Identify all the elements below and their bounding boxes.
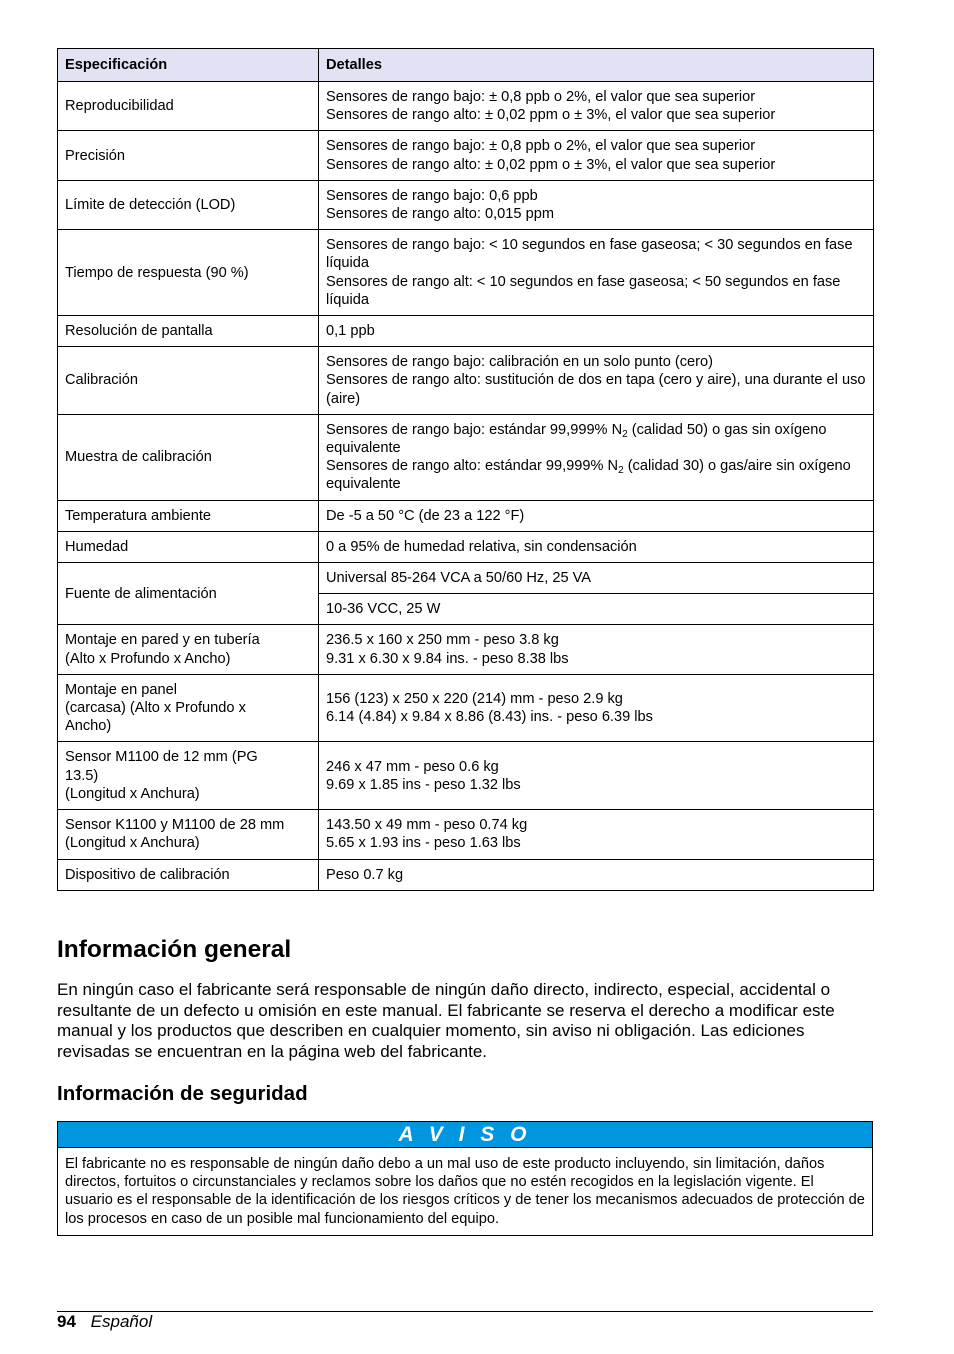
cell-line: Tiempo de respuesta (90 %) xyxy=(65,264,249,281)
details-cell xyxy=(319,82,874,131)
cell-line: (carcasa) (Alto x Profundo x xyxy=(65,700,246,717)
table-row xyxy=(58,180,874,229)
cell-line: 246 x 47 mm - peso 0.6 kg xyxy=(326,758,499,775)
details-cell xyxy=(319,594,874,625)
details-cell xyxy=(319,742,874,810)
subscript: 2 xyxy=(618,465,624,477)
details-cell xyxy=(319,316,874,347)
table-row xyxy=(58,859,874,890)
spec-cell xyxy=(58,82,319,131)
cell-line: Sensores de rango bajo: < 10 segundos en fase gaseosa; < 30 segundos en fase líquida xyxy=(326,237,853,272)
safety-info-heading: Información de seguridad xyxy=(57,1082,308,1105)
cell-line: (Alto x Profundo x Ancho) xyxy=(65,650,231,667)
table-row xyxy=(58,742,874,810)
cell-line: Sensores de rango bajo: estándar 99,999% $N_2$ (calidad 50) o gas sin oxígeno equivalente xyxy=(326,421,827,457)
table-row xyxy=(58,500,874,531)
spec-cell xyxy=(58,563,319,625)
cell-line: Montaje en pared y en tubería xyxy=(65,632,260,649)
cell-line: Sensores de rango alto: ± 0,02 ppm o ± 3%, el valor que sea superior xyxy=(326,156,776,173)
cell-line: 0 a 95% de humedad relativa, sin condensación xyxy=(326,538,637,555)
spec-cell xyxy=(58,230,319,316)
details-cell xyxy=(319,414,874,500)
notice-text: El fabricante no es responsable de ningún daño debo a un mal uso de este producto incluyendo, sin limitación, daños directos, fortuitos o circunstanciales y reclamos sobre los daños que no estén recogidos en la legislación vigente. El usuario es el responsable de la identificación de los riesgos críticos y de tener los mecanismos adecuados de protección de los procesos en caso de un posible mal funcionamiento del equipo. xyxy=(58,1147,872,1235)
details-cell xyxy=(319,563,874,594)
cell-line: Sensores de rango alto: estándar 99,999% $N_2$ (calidad 30) o gas/aire sin oxígeno equivalente xyxy=(326,458,851,493)
details-cell xyxy=(319,500,874,531)
cell-line: Fuente de alimentación xyxy=(65,585,217,602)
table-row xyxy=(58,230,874,316)
table-row xyxy=(58,563,874,594)
spec-cell xyxy=(58,810,319,859)
footer-language: Español xyxy=(90,1312,153,1331)
cell-line: 10-36 VCC, 25 W xyxy=(326,601,441,618)
table-row xyxy=(58,810,874,859)
table-body xyxy=(58,82,874,891)
cell-line: Universal 85-264 VCA a 50/60 Hz, 25 VA xyxy=(326,570,591,587)
header-details: Detalles xyxy=(319,49,874,82)
cell-line: 236.5 x 160 x 250 mm - peso 3.8 kg xyxy=(326,632,559,649)
cell-line: Montaje en panel xyxy=(65,681,177,698)
spec-cell xyxy=(58,742,319,810)
spec-cell xyxy=(58,500,319,531)
cell-line: Reproducibilidad xyxy=(65,98,174,115)
table-header-row xyxy=(58,49,874,82)
cell-line: (Longitud x Anchura) xyxy=(65,835,200,852)
cell-line: Precisión xyxy=(65,147,126,164)
header-specification: Especificación xyxy=(58,49,319,82)
cell-line: 9.31 x 6.30 x 9.84 ins. - peso 8.38 lbs xyxy=(326,650,569,667)
general-info-paragraph: En ningún caso el fabricante será responsable de ningún daño directo, indirecto, especial, accidental o resultante de un defecto u omisión en este manual. El fabricante se reserva el derecho a modificar este manual y los productos que describen en cualquier momento, sin aviso ni obligación. Las ediciones revisadas se encuentran en la página web del fabricante. xyxy=(57,980,835,1061)
page-footer xyxy=(57,1312,152,1332)
cell-line: 9.69 x 1.85 ins - peso 1.32 lbs xyxy=(326,776,521,793)
details-cell xyxy=(319,347,874,415)
spec-cell xyxy=(58,316,319,347)
page-number: 94 xyxy=(57,1312,76,1331)
spec-cell xyxy=(58,859,319,890)
spec-cell xyxy=(58,674,319,742)
cell-line: Sensores de rango bajo: ± 0,8 ppb o 2%, el valor que sea superior xyxy=(326,89,756,105)
details-cell xyxy=(319,674,874,742)
details-cell xyxy=(319,531,874,562)
cell-line: Resolución de pantalla xyxy=(65,323,213,340)
cell-line: Sensores de rango alt: < 10 segundos en fase gaseosa; < 50 segundos en fase líquida xyxy=(326,273,841,308)
cell-line: 13.5) xyxy=(65,767,99,784)
footer-divider xyxy=(57,1311,873,1312)
details-cell xyxy=(319,810,874,859)
cell-line: Sensores de rango bajo: calibración en un solo punto (cero) xyxy=(326,354,713,371)
specifications-table xyxy=(57,48,874,891)
cell-line: Dispositivo de calibración xyxy=(65,866,230,883)
cell-line: Muestra de calibración xyxy=(65,449,212,466)
table-row xyxy=(58,531,874,562)
spec-cell xyxy=(58,347,319,415)
table-row xyxy=(58,414,874,500)
cell-line: Ancho) xyxy=(65,718,112,735)
cell-line: 156 (123) x 250 x 220 (214) mm - peso 2.9 kg xyxy=(326,690,623,707)
cell-line: Límite de detección (LOD) xyxy=(65,196,236,213)
details-cell xyxy=(319,131,874,180)
details-cell xyxy=(319,859,874,890)
cell-line: Sensores de rango alto: 0,015 ppm xyxy=(326,206,554,223)
details-cell xyxy=(319,625,874,674)
cell-line: Sensor K1100 y M1100 de 28 mm xyxy=(65,817,285,834)
cell-line: Sensores de rango bajo: 0,6 ppb xyxy=(326,187,538,204)
cell-line: 143.50 x 49 mm - peso 0.74 kg xyxy=(326,817,528,834)
spec-cell xyxy=(58,131,319,180)
table-row xyxy=(58,625,874,674)
spec-cell xyxy=(58,180,319,229)
table-row xyxy=(58,347,874,415)
cell-line: Sensores de rango alto: sustitución de dos en tapa (cero y aire), una durante el uso (aire) xyxy=(326,372,866,407)
subscript: 2 xyxy=(622,428,628,440)
cell-line: Sensores de rango alto: ± 0,02 ppm o ± 3%, el valor que sea superior xyxy=(326,107,776,124)
details-cell xyxy=(319,180,874,229)
table-row xyxy=(58,316,874,347)
general-info-heading: Información general xyxy=(57,936,292,963)
spec-cell xyxy=(58,414,319,500)
spec-cell xyxy=(58,625,319,674)
cell-line: Sensor M1100 de 12 mm (PG xyxy=(65,749,258,766)
table-row xyxy=(58,131,874,180)
cell-line: (Longitud x Anchura) xyxy=(65,785,200,802)
table-row xyxy=(58,674,874,742)
cell-line: Sensores de rango bajo: ± 0,8 ppb o 2%, el valor que sea superior xyxy=(326,138,756,155)
cell-line: Temperatura ambiente xyxy=(65,507,212,524)
table-row xyxy=(58,82,874,131)
cell-line: 0,1 ppb xyxy=(326,323,375,340)
details-cell xyxy=(319,230,874,316)
spec-cell xyxy=(58,531,319,562)
cell-line: Peso 0.7 kg xyxy=(326,866,404,883)
cell-line: 6.14 (4.84) x 9.84 x 8.86 (8.43) ins. - peso 6.39 lbs xyxy=(326,709,653,726)
notice-box xyxy=(57,1121,873,1236)
notice-label: A V I S O xyxy=(58,1122,872,1147)
cell-line: Calibración xyxy=(65,372,139,389)
cell-line: 5.65 x 1.93 ins - peso 1.63 lbs xyxy=(326,835,521,852)
cell-line: De -5 a 50 °C (de 23 a 122 °F) xyxy=(326,507,525,524)
cell-line: Humedad xyxy=(65,538,129,555)
